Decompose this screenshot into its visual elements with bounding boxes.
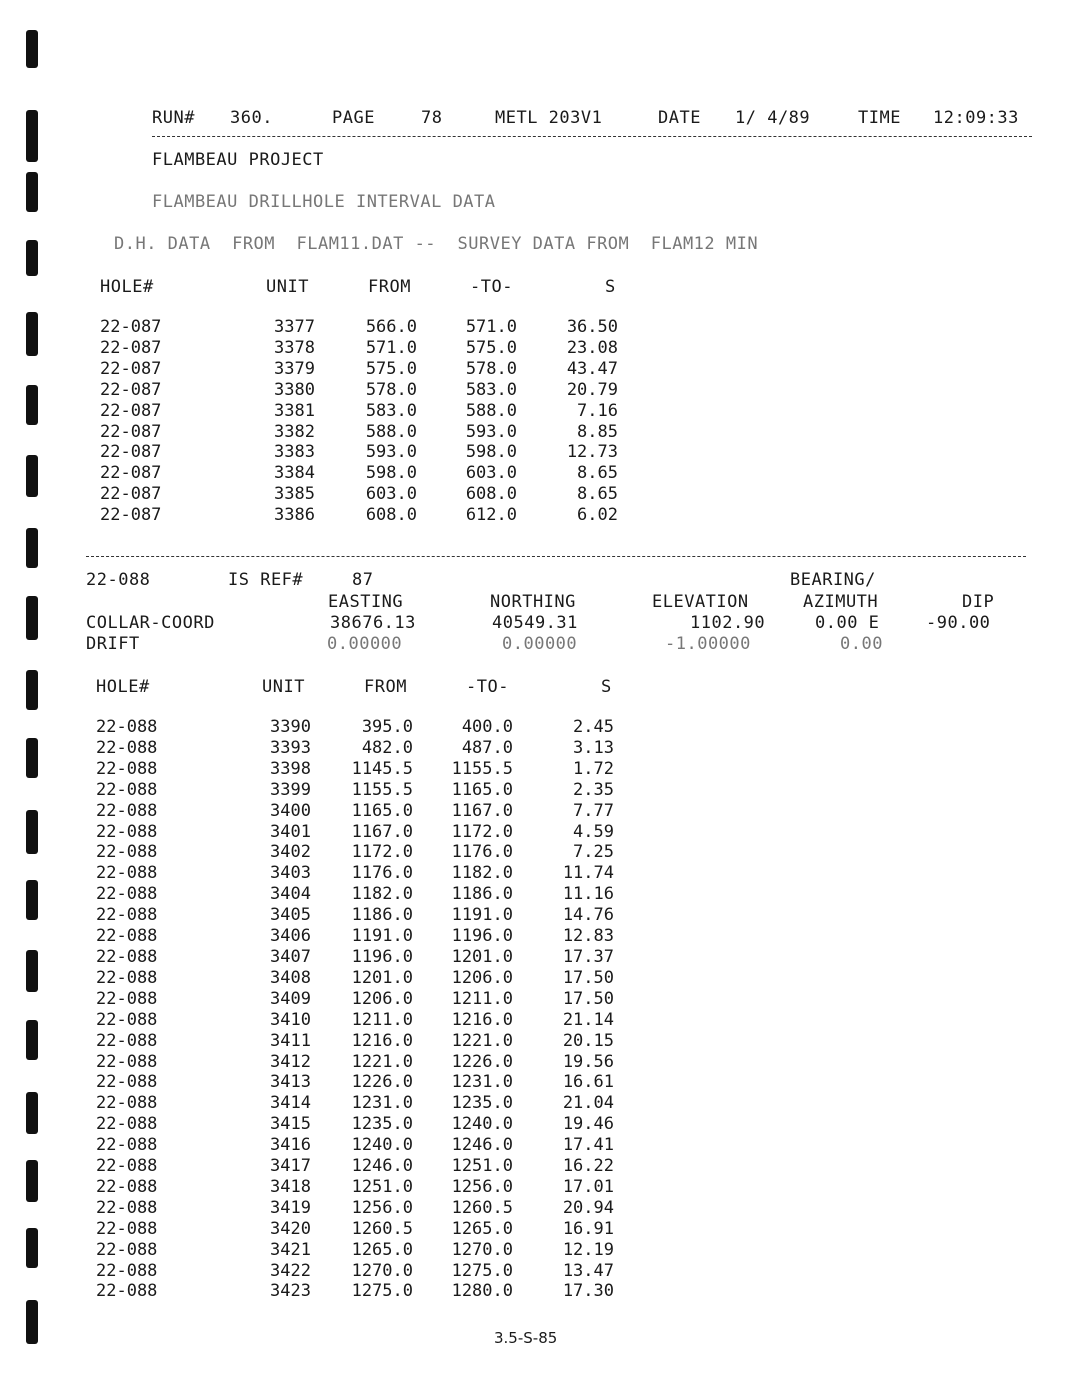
hole-cell: 22-088 xyxy=(96,926,158,947)
header-rule xyxy=(152,136,1032,137)
page-footer: 3.5-S-85 xyxy=(494,1329,558,1347)
table-row xyxy=(100,442,618,463)
drift-northing: 0.00000 xyxy=(502,634,578,654)
section2-table xyxy=(96,717,614,1302)
hole-cell: 22-088 xyxy=(96,800,158,821)
hole-cell: 22-087 xyxy=(100,505,162,526)
unit-cell: 3414 xyxy=(270,1093,311,1114)
hole-cell: 22-088 xyxy=(96,1197,158,1218)
col-s: S xyxy=(605,277,616,297)
from-cell: 1226.0 xyxy=(351,1072,413,1093)
s-cell: 7.77 xyxy=(573,800,614,821)
hole-cell: 22-088 xyxy=(96,1114,158,1135)
project-title: FLAMBEAU PROJECT xyxy=(152,150,324,170)
from-cell: 1201.0 xyxy=(351,967,413,988)
unit-cell: 3422 xyxy=(270,1260,311,1281)
s-cell: 23.08 xyxy=(566,337,618,358)
hole-cell: 22-088 xyxy=(96,1156,158,1177)
table-row xyxy=(96,1052,614,1073)
unit-cell: 3419 xyxy=(270,1197,311,1218)
to-cell: 598.0 xyxy=(465,442,517,463)
hole-cell: 22-088 xyxy=(96,758,158,779)
hole-cell: 22-088 xyxy=(96,842,158,863)
s-cell: 20.15 xyxy=(562,1030,614,1051)
hole-cell: 22-088 xyxy=(96,1072,158,1093)
from-cell: 1191.0 xyxy=(351,926,413,947)
collar-easting: 38676.13 xyxy=(330,613,416,633)
s-cell: 6.02 xyxy=(577,505,618,526)
hole-cell: 22-088 xyxy=(96,863,158,884)
col-to-2: -TO- xyxy=(466,677,509,697)
from-cell: 1221.0 xyxy=(351,1051,413,1072)
s-cell: 17.37 xyxy=(562,946,614,967)
to-cell: 1251.0 xyxy=(451,1156,513,1177)
unit-cell: 3377 xyxy=(274,317,315,337)
unit-cell: 3418 xyxy=(270,1176,311,1197)
hole-cell: 22-087 xyxy=(100,337,162,358)
table-row xyxy=(96,1135,614,1156)
hole-cell: 22-088 xyxy=(96,717,158,737)
from-cell: 1275.0 xyxy=(351,1281,413,1302)
date-value: 1/ 4/89 xyxy=(735,108,811,128)
table-row xyxy=(96,884,614,905)
s-cell: 11.16 xyxy=(562,884,614,905)
collar-northing: 40549.31 xyxy=(492,613,578,633)
s-cell: 20.79 xyxy=(566,379,618,400)
s-cell: 2.45 xyxy=(573,717,614,737)
from-cell: 598.0 xyxy=(365,463,417,484)
s-cell: 8.65 xyxy=(577,484,618,505)
collar-elevation: 1102.90 xyxy=(690,613,766,633)
s-cell: 21.14 xyxy=(562,1009,614,1030)
page-number: 78 xyxy=(421,108,443,128)
table-row xyxy=(96,1031,614,1052)
unit-cell: 3403 xyxy=(270,863,311,884)
from-cell: 1165.0 xyxy=(351,800,413,821)
drift-azimuth: 0.00 xyxy=(840,634,883,654)
s-cell: 14.76 xyxy=(562,905,614,926)
table-row xyxy=(96,1156,614,1177)
to-cell: 487.0 xyxy=(461,737,513,758)
unit-cell: 3400 xyxy=(270,800,311,821)
unit-cell: 3404 xyxy=(270,884,311,905)
to-cell: 1172.0 xyxy=(451,821,513,842)
to-cell: 1155.5 xyxy=(451,758,513,779)
to-cell: 1191.0 xyxy=(451,905,513,926)
s-cell: 16.22 xyxy=(562,1156,614,1177)
unit-cell: 3379 xyxy=(274,358,315,379)
to-cell: 1216.0 xyxy=(451,1009,513,1030)
table-row xyxy=(96,780,614,801)
hole-cell: 22-087 xyxy=(100,379,162,400)
unit-cell: 3417 xyxy=(270,1156,311,1177)
to-cell: 575.0 xyxy=(465,337,517,358)
to-cell: 1235.0 xyxy=(451,1093,513,1114)
table-row xyxy=(96,738,614,759)
to-cell: 1270.0 xyxy=(451,1239,513,1260)
from-cell: 1167.0 xyxy=(351,821,413,842)
table-row xyxy=(96,801,614,822)
from-cell: 566.0 xyxy=(365,317,417,337)
table-row xyxy=(96,947,614,968)
from-cell: 1216.0 xyxy=(351,1030,413,1051)
hole-cell: 22-088 xyxy=(96,905,158,926)
col-unit: UNIT xyxy=(266,277,309,297)
date-label: DATE xyxy=(658,108,701,128)
to-cell: 1226.0 xyxy=(451,1051,513,1072)
from-cell: 571.0 xyxy=(365,337,417,358)
s-cell: 20.94 xyxy=(562,1197,614,1218)
hole-cell: 22-088 xyxy=(96,967,158,988)
table-row xyxy=(96,989,614,1010)
to-cell: 1211.0 xyxy=(451,988,513,1009)
hole-cell: 22-088 xyxy=(96,1135,158,1156)
from-cell: 1240.0 xyxy=(351,1135,413,1156)
s-cell: 7.25 xyxy=(573,842,614,863)
to-cell: 1231.0 xyxy=(451,1072,513,1093)
s-cell: 17.50 xyxy=(562,988,614,1009)
dip-label: DIP xyxy=(962,592,995,612)
time-label: TIME xyxy=(858,108,901,128)
unit-cell: 3407 xyxy=(270,946,311,967)
s-cell: 8.85 xyxy=(577,421,618,442)
from-cell: 1251.0 xyxy=(351,1176,413,1197)
s-cell: 17.30 xyxy=(562,1281,614,1302)
table-row xyxy=(100,401,618,422)
hole-cell: 22-088 xyxy=(96,1009,158,1030)
hole-cell: 22-088 xyxy=(96,884,158,905)
ref-hole: 22-088 xyxy=(86,570,151,590)
to-cell: 583.0 xyxy=(465,379,517,400)
table-row xyxy=(96,1114,614,1135)
hole-cell: 22-087 xyxy=(100,358,162,379)
hole-cell: 22-087 xyxy=(100,400,162,421)
hole-cell: 22-088 xyxy=(96,946,158,967)
to-cell: 578.0 xyxy=(465,358,517,379)
to-cell: 1186.0 xyxy=(451,884,513,905)
hole-cell: 22-088 xyxy=(96,1281,158,1302)
from-cell: 1265.0 xyxy=(351,1239,413,1260)
table-row xyxy=(96,1177,614,1198)
to-cell: 608.0 xyxy=(465,484,517,505)
s-cell: 3.13 xyxy=(573,737,614,758)
section1-table xyxy=(100,317,618,526)
to-cell: 1182.0 xyxy=(451,863,513,884)
collar-label: COLLAR-COORD xyxy=(86,613,215,633)
table-row xyxy=(96,1219,614,1240)
unit-cell: 3406 xyxy=(270,926,311,947)
to-cell: 1280.0 xyxy=(451,1281,513,1302)
from-cell: 575.0 xyxy=(365,358,417,379)
col-hole: HOLE# xyxy=(100,277,154,297)
from-cell: 603.0 xyxy=(365,484,417,505)
to-cell: 1221.0 xyxy=(451,1030,513,1051)
to-cell: 588.0 xyxy=(465,400,517,421)
hole-cell: 22-088 xyxy=(96,1176,158,1197)
time-value: 12:09:33 xyxy=(933,108,1019,128)
hole-cell: 22-087 xyxy=(100,442,162,463)
page-label: PAGE xyxy=(332,108,375,128)
table-row xyxy=(100,484,618,505)
unit-cell: 3383 xyxy=(274,442,315,463)
s-cell: 36.50 xyxy=(566,317,618,337)
unit-cell: 3401 xyxy=(270,821,311,842)
s-cell: 13.47 xyxy=(562,1260,614,1281)
table-row xyxy=(100,380,618,401)
easting-label: EASTING xyxy=(328,592,404,612)
from-cell: 1155.5 xyxy=(351,779,413,800)
drift-easting: 0.00000 xyxy=(327,634,403,654)
unit-cell: 3385 xyxy=(274,484,315,505)
from-cell: 482.0 xyxy=(361,737,413,758)
from-cell: 1211.0 xyxy=(351,1009,413,1030)
s-cell: 4.59 xyxy=(573,821,614,842)
table-row xyxy=(96,863,614,884)
unit-cell: 3393 xyxy=(270,737,311,758)
run-label: RUN# xyxy=(152,108,195,128)
to-cell: 571.0 xyxy=(465,317,517,337)
col-from-2: FROM xyxy=(364,677,407,697)
col-hole-2: HOLE# xyxy=(96,677,150,697)
to-cell: 1176.0 xyxy=(451,842,513,863)
unit-cell: 3378 xyxy=(274,337,315,358)
s-cell: 19.56 xyxy=(562,1051,614,1072)
from-cell: 583.0 xyxy=(365,400,417,421)
elevation-label: ELEVATION xyxy=(652,592,749,612)
run-number: 360. xyxy=(230,108,273,128)
section-divider xyxy=(86,556,1026,557)
from-cell: 395.0 xyxy=(361,717,413,737)
hole-cell: 22-087 xyxy=(100,463,162,484)
to-cell: 603.0 xyxy=(465,463,517,484)
s-cell: 1.72 xyxy=(573,758,614,779)
to-cell: 400.0 xyxy=(461,717,513,737)
unit-cell: 3410 xyxy=(270,1009,311,1030)
unit-cell: 3386 xyxy=(274,505,315,526)
hole-cell: 22-087 xyxy=(100,317,162,337)
unit-cell: 3399 xyxy=(270,779,311,800)
table-row xyxy=(100,505,618,526)
unit-cell: 3380 xyxy=(274,379,315,400)
to-cell: 1240.0 xyxy=(451,1114,513,1135)
col-s-2: S xyxy=(601,677,612,697)
bearing-label: BEARING/ xyxy=(790,570,876,590)
to-cell: 1196.0 xyxy=(451,926,513,947)
table-row xyxy=(100,422,618,443)
from-cell: 1176.0 xyxy=(351,863,413,884)
from-cell: 588.0 xyxy=(365,421,417,442)
hole-cell: 22-088 xyxy=(96,737,158,758)
table-row xyxy=(100,338,618,359)
hole-cell: 22-087 xyxy=(100,484,162,505)
s-cell: 21.04 xyxy=(562,1093,614,1114)
table-row xyxy=(96,905,614,926)
to-cell: 1246.0 xyxy=(451,1135,513,1156)
table-row xyxy=(96,822,614,843)
to-cell: 1201.0 xyxy=(451,946,513,967)
hole-cell: 22-088 xyxy=(96,1093,158,1114)
from-cell: 1206.0 xyxy=(351,988,413,1009)
unit-cell: 3405 xyxy=(270,905,311,926)
hole-cell: 22-088 xyxy=(96,1218,158,1239)
unit-cell: 3398 xyxy=(270,758,311,779)
col-to: -TO- xyxy=(470,277,513,297)
table-row xyxy=(100,463,618,484)
table-row xyxy=(96,1198,614,1219)
table-row xyxy=(96,1010,614,1031)
unit-cell: 3415 xyxy=(270,1114,311,1135)
program-id: METL 203V1 xyxy=(495,108,603,128)
table-row xyxy=(96,1093,614,1114)
from-cell: 608.0 xyxy=(365,505,417,526)
to-cell: 1275.0 xyxy=(451,1260,513,1281)
report-title: FLAMBEAU DRILLHOLE INTERVAL DATA xyxy=(152,192,496,212)
to-cell: 1265.0 xyxy=(451,1218,513,1239)
s-cell: 19.46 xyxy=(562,1114,614,1135)
table-row xyxy=(100,317,618,338)
from-cell: 1186.0 xyxy=(351,905,413,926)
s-cell: 7.16 xyxy=(577,400,618,421)
s-cell: 17.41 xyxy=(562,1135,614,1156)
from-cell: 1246.0 xyxy=(351,1156,413,1177)
table-row xyxy=(96,1261,614,1282)
s-cell: 12.73 xyxy=(566,442,618,463)
from-cell: 1182.0 xyxy=(351,884,413,905)
hole-cell: 22-087 xyxy=(100,421,162,442)
s-cell: 16.61 xyxy=(562,1072,614,1093)
source-line: D.H. DATA FROM FLAM11.DAT -- SURVEY DATA FROM FLAM12 MIN xyxy=(114,234,759,254)
hole-cell: 22-088 xyxy=(96,821,158,842)
to-cell: 612.0 xyxy=(465,505,517,526)
unit-cell: 3382 xyxy=(274,421,315,442)
from-cell: 1260.5 xyxy=(351,1218,413,1239)
hole-cell: 22-088 xyxy=(96,988,158,1009)
northing-label: NORTHING xyxy=(490,592,576,612)
hole-cell: 22-088 xyxy=(96,1260,158,1281)
ref-number: 87 xyxy=(352,570,374,590)
unit-cell: 3416 xyxy=(270,1135,311,1156)
unit-cell: 3423 xyxy=(270,1281,311,1302)
unit-cell: 3421 xyxy=(270,1239,311,1260)
table-row xyxy=(96,1281,614,1302)
unit-cell: 3411 xyxy=(270,1030,311,1051)
s-cell: 8.65 xyxy=(577,463,618,484)
from-cell: 1172.0 xyxy=(351,842,413,863)
table-row xyxy=(100,359,618,380)
s-cell: 12.19 xyxy=(562,1239,614,1260)
to-cell: 1256.0 xyxy=(451,1176,513,1197)
table-row xyxy=(96,968,614,989)
table-row xyxy=(96,759,614,780)
collar-dip: -90.00 xyxy=(926,613,991,633)
to-cell: 593.0 xyxy=(465,421,517,442)
col-from: FROM xyxy=(368,277,411,297)
from-cell: 1256.0 xyxy=(351,1197,413,1218)
unit-cell: 3381 xyxy=(274,400,315,421)
unit-cell: 3408 xyxy=(270,967,311,988)
hole-cell: 22-088 xyxy=(96,1239,158,1260)
s-cell: 17.01 xyxy=(562,1176,614,1197)
hole-cell: 22-088 xyxy=(96,1030,158,1051)
to-cell: 1165.0 xyxy=(451,779,513,800)
unit-cell: 3413 xyxy=(270,1072,311,1093)
unit-cell: 3409 xyxy=(270,988,311,1009)
s-cell: 12.83 xyxy=(562,926,614,947)
from-cell: 1270.0 xyxy=(351,1260,413,1281)
table-row xyxy=(96,926,614,947)
s-cell: 43.47 xyxy=(566,358,618,379)
from-cell: 1145.5 xyxy=(351,758,413,779)
from-cell: 578.0 xyxy=(365,379,417,400)
s-cell: 17.50 xyxy=(562,967,614,988)
table-row xyxy=(96,1240,614,1261)
unit-cell: 3384 xyxy=(274,463,315,484)
ref-label: IS REF# xyxy=(228,570,304,590)
drift-elevation: -1.00000 xyxy=(665,634,751,654)
to-cell: 1260.5 xyxy=(451,1197,513,1218)
to-cell: 1206.0 xyxy=(451,967,513,988)
table-row xyxy=(96,717,614,738)
from-cell: 1231.0 xyxy=(351,1093,413,1114)
unit-cell: 3412 xyxy=(270,1051,311,1072)
from-cell: 1235.0 xyxy=(351,1114,413,1135)
hole-cell: 22-088 xyxy=(96,1051,158,1072)
azimuth-label: AZIMUTH xyxy=(803,592,879,612)
s-cell: 2.35 xyxy=(573,779,614,800)
table-row xyxy=(96,842,614,863)
from-cell: 593.0 xyxy=(365,442,417,463)
unit-cell: 3402 xyxy=(270,842,311,863)
from-cell: 1196.0 xyxy=(351,946,413,967)
unit-cell: 3390 xyxy=(270,717,311,737)
s-cell: 11.74 xyxy=(562,863,614,884)
to-cell: 1167.0 xyxy=(451,800,513,821)
col-unit-2: UNIT xyxy=(262,677,305,697)
collar-azimuth: 0.00 E xyxy=(815,613,880,633)
table-row xyxy=(96,1072,614,1093)
s-cell: 16.91 xyxy=(562,1218,614,1239)
hole-cell: 22-088 xyxy=(96,779,158,800)
unit-cell: 3420 xyxy=(270,1218,311,1239)
drift-label: DRIFT xyxy=(86,634,140,654)
